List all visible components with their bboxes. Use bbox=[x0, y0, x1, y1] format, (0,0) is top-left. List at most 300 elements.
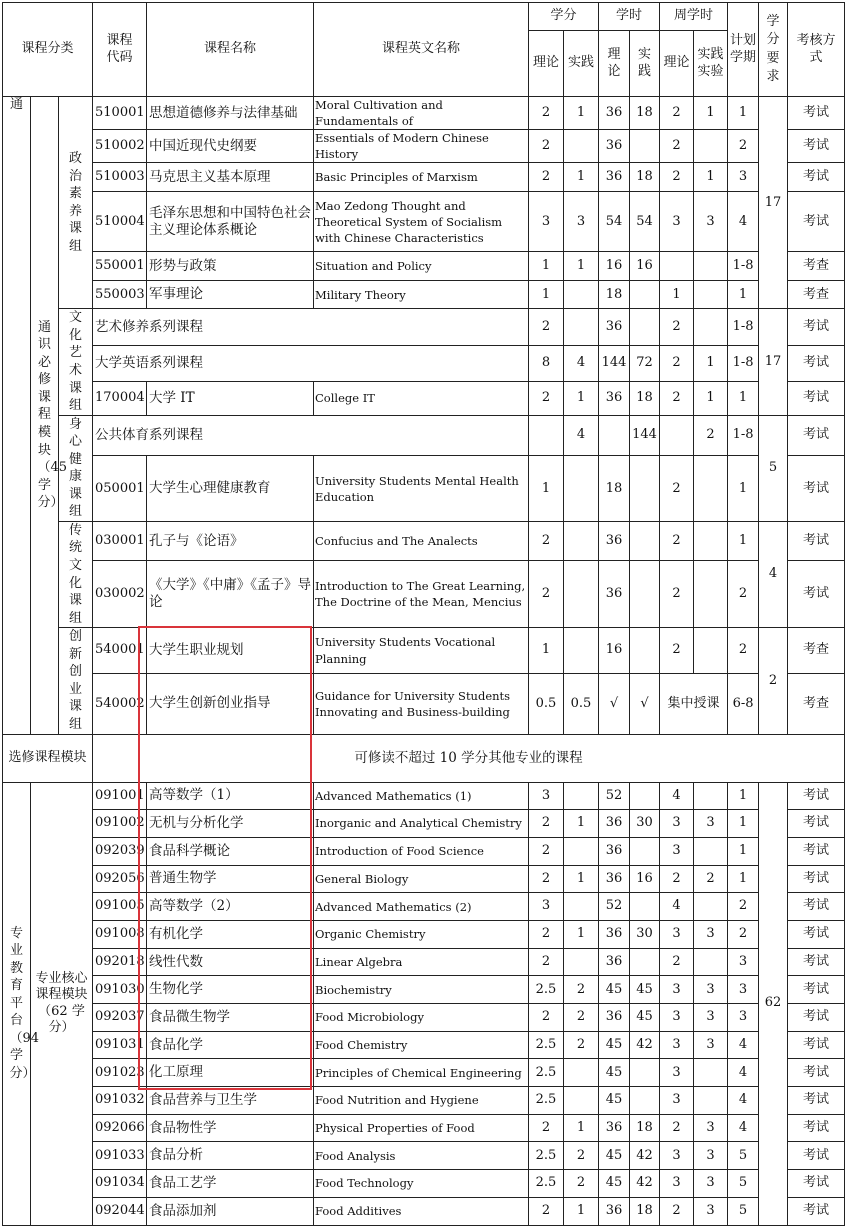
planned-term: 1-8 bbox=[728, 309, 759, 345]
weekly-lab: 1 bbox=[694, 163, 728, 192]
weekly-theory: 3 bbox=[660, 192, 694, 252]
course-en-name: Organic Chemistry bbox=[314, 920, 529, 948]
table-row bbox=[3, 893, 845, 921]
weekly-lab: 2 bbox=[694, 415, 728, 456]
weekly-lab bbox=[694, 456, 728, 522]
credit-theory: 2 bbox=[529, 810, 564, 838]
course-code: 550001 bbox=[93, 252, 147, 281]
hours-practice bbox=[630, 1059, 660, 1087]
course-en-name: General Biology bbox=[314, 865, 529, 893]
weekly-theory: 2 bbox=[660, 97, 694, 130]
credit-practice: 2 bbox=[564, 1142, 599, 1170]
weekly-theory: 2 bbox=[660, 381, 694, 415]
weekly-theory: 1 bbox=[660, 281, 694, 309]
table-row bbox=[3, 810, 845, 838]
weekly-theory: 3 bbox=[660, 976, 694, 1004]
credit-practice: 1 bbox=[564, 163, 599, 192]
header-hours-theory-text: 理论 bbox=[607, 47, 621, 79]
credit-theory: 2 bbox=[529, 309, 564, 345]
assessment: 考试 bbox=[788, 810, 845, 838]
course-en-name: Advanced Mathematics (1) bbox=[314, 782, 529, 810]
header-term-text: 计划学期 bbox=[730, 33, 757, 65]
weekly-lab: 3 bbox=[694, 1114, 728, 1142]
credit-theory: 2 bbox=[529, 97, 564, 130]
course-en-name: Food Chemistry bbox=[314, 1031, 529, 1059]
course-name: 大学生创新创业指导 bbox=[147, 673, 314, 734]
weekly-lab bbox=[694, 561, 728, 628]
hours-practice bbox=[630, 561, 660, 628]
table-row bbox=[3, 163, 845, 192]
course-name: 食品营养与卫生学 bbox=[147, 1087, 314, 1115]
group-tradition bbox=[59, 521, 93, 627]
course-name: 马克思主义基本原理 bbox=[147, 163, 314, 192]
weekly-theory: 2 bbox=[660, 865, 694, 893]
hours-theory: 52 bbox=[599, 782, 630, 810]
planned-term: 1 bbox=[728, 782, 759, 810]
weekly-lab bbox=[694, 130, 728, 163]
weekly-theory: 3 bbox=[660, 1142, 694, 1170]
hours-theory: 36 bbox=[599, 97, 630, 130]
hours-theory: 36 bbox=[599, 810, 630, 838]
planned-term: 6-8 bbox=[728, 673, 759, 734]
table-row bbox=[3, 381, 845, 415]
group-tong: 通 bbox=[3, 97, 31, 735]
table-row bbox=[3, 1114, 845, 1142]
hours-theory: 36 bbox=[599, 130, 630, 163]
course-code: 092018 bbox=[93, 948, 147, 976]
group-politics-text: 政治素养课组 bbox=[68, 151, 82, 254]
weekly-theory: 2 bbox=[660, 130, 694, 163]
table-row bbox=[3, 920, 845, 948]
header-hours-practice bbox=[630, 31, 660, 97]
table-row bbox=[3, 309, 845, 345]
hours-theory: 16 bbox=[599, 252, 630, 281]
weekly-lab bbox=[694, 893, 728, 921]
course-name: 孔子与《论语》 bbox=[147, 521, 314, 560]
group-culture-art-text: 文化艺术课组 bbox=[68, 310, 82, 414]
hours-theory: 36 bbox=[599, 1114, 630, 1142]
credit-theory: 0.5 bbox=[529, 673, 564, 734]
header-credit-practice: 实践 bbox=[564, 31, 599, 97]
weekly-lab: 3 bbox=[694, 1031, 728, 1059]
course-en-name: Guidance for University Students Innovating and Business-building bbox=[314, 673, 529, 734]
assessment: 考查 bbox=[788, 673, 845, 734]
weekly-lab: 3 bbox=[694, 1197, 728, 1225]
table-row bbox=[3, 130, 845, 163]
credit-theory: 2.5 bbox=[529, 1142, 564, 1170]
table-row bbox=[3, 456, 845, 522]
weekly-note: 集中授课 bbox=[660, 673, 728, 734]
course-name: 中国近现代史纲要 bbox=[147, 130, 314, 163]
credit-practice: 1 bbox=[564, 810, 599, 838]
credit-practice: 1 bbox=[564, 381, 599, 415]
hours-practice: 18 bbox=[630, 381, 660, 415]
table-row bbox=[3, 976, 845, 1004]
credit-practice: 1 bbox=[564, 920, 599, 948]
hours-theory: 54 bbox=[599, 192, 630, 252]
credit-theory: 2 bbox=[529, 865, 564, 893]
header-req-text: 学分要求 bbox=[766, 14, 780, 84]
planned-term: 2 bbox=[728, 920, 759, 948]
weekly-lab bbox=[694, 252, 728, 281]
course-code: 050001 bbox=[93, 456, 147, 522]
planned-term: 1-8 bbox=[728, 345, 759, 381]
table-row bbox=[3, 281, 845, 309]
table-row bbox=[3, 628, 845, 674]
table-row bbox=[3, 865, 845, 893]
course-code: 510003 bbox=[93, 163, 147, 192]
course-name: 食品添加剂 bbox=[147, 1197, 314, 1225]
hours-practice bbox=[630, 456, 660, 522]
planned-term: 1 bbox=[728, 865, 759, 893]
course-en-name: Situation and Policy bbox=[314, 252, 529, 281]
hours-practice bbox=[630, 893, 660, 921]
hours-practice: 144 bbox=[630, 415, 660, 456]
hours-practice bbox=[630, 521, 660, 560]
header-hours: 学时 bbox=[599, 3, 660, 31]
credit-practice: 4 bbox=[564, 415, 599, 456]
assessment: 考试 bbox=[788, 456, 845, 522]
credit-theory bbox=[529, 415, 564, 456]
planned-term: 2 bbox=[728, 130, 759, 163]
course-en-name: Inorganic and Analytical Chemistry bbox=[314, 810, 529, 838]
credit-practice: 2 bbox=[564, 1004, 599, 1032]
weekly-lab bbox=[694, 837, 728, 865]
credit-requirement: 5 bbox=[759, 415, 788, 521]
credit-practice bbox=[564, 837, 599, 865]
assessment: 考试 bbox=[788, 865, 845, 893]
hours-practice bbox=[630, 1087, 660, 1115]
planned-term: 4 bbox=[728, 1087, 759, 1115]
course-en-name: University Students Mental Health Education bbox=[314, 456, 529, 522]
table-row bbox=[3, 415, 845, 456]
course-name: 化工原理 bbox=[147, 1059, 314, 1087]
table-row bbox=[3, 521, 845, 560]
planned-term: 1 bbox=[728, 456, 759, 522]
course-code: 550003 bbox=[93, 281, 147, 309]
credit-theory: 2 bbox=[529, 920, 564, 948]
credit-theory: 2.5 bbox=[529, 1087, 564, 1115]
hours-theory: 36 bbox=[599, 163, 630, 192]
assessment: 考试 bbox=[788, 1170, 845, 1198]
weekly-theory: 3 bbox=[660, 810, 694, 838]
credit-theory: 2.5 bbox=[529, 1170, 564, 1198]
weekly-theory: 2 bbox=[660, 1114, 694, 1142]
course-code: 510001 bbox=[93, 97, 147, 130]
header-code bbox=[93, 3, 147, 97]
credit-practice bbox=[564, 561, 599, 628]
table-row bbox=[3, 252, 845, 281]
credit-theory: 8 bbox=[529, 345, 564, 381]
weekly-lab: 3 bbox=[694, 192, 728, 252]
credit-practice: 1 bbox=[564, 1197, 599, 1225]
course-name: 食品微生物学 bbox=[147, 1004, 314, 1032]
credit-requirement: 62 bbox=[759, 782, 788, 1225]
weekly-lab: 3 bbox=[694, 976, 728, 1004]
course-name: 高等数学（1） bbox=[147, 782, 314, 810]
assessment: 考试 bbox=[788, 192, 845, 252]
credit-practice bbox=[564, 893, 599, 921]
weekly-lab: 3 bbox=[694, 920, 728, 948]
course-en-name: Basic Principles of Marxism bbox=[314, 163, 529, 192]
planned-term: 2 bbox=[728, 561, 759, 628]
group-core-module-line: 专业核心 bbox=[35, 971, 88, 986]
elective-row bbox=[3, 734, 845, 782]
header-weekly-lab bbox=[694, 31, 728, 97]
weekly-theory: 4 bbox=[660, 893, 694, 921]
group-innovation bbox=[59, 628, 93, 734]
weekly-theory: 2 bbox=[660, 309, 694, 345]
course-code: 091030 bbox=[93, 976, 147, 1004]
course-code: 092044 bbox=[93, 1197, 147, 1225]
hours-practice: 18 bbox=[630, 163, 660, 192]
course-en-name: Introduction to The Great Learning, The Doctrine of the Mean, Mencius bbox=[314, 561, 529, 628]
course-code: 091008 bbox=[93, 920, 147, 948]
weekly-lab: 2 bbox=[694, 865, 728, 893]
planned-term: 3 bbox=[728, 163, 759, 192]
assessment: 考试 bbox=[788, 948, 845, 976]
weekly-theory: 4 bbox=[660, 782, 694, 810]
course-name: 《大学》《中庸》《孟子》导论 bbox=[147, 561, 314, 628]
credit-practice: 3 bbox=[564, 192, 599, 252]
hours-theory: 16 bbox=[599, 628, 630, 674]
group-politics bbox=[59, 97, 93, 309]
hours-practice: 45 bbox=[630, 976, 660, 1004]
credit-theory: 1 bbox=[529, 456, 564, 522]
credit-requirement: 17 bbox=[759, 97, 788, 309]
header-category: 课程分类 bbox=[3, 3, 93, 97]
course-code: 091032 bbox=[93, 1087, 147, 1115]
assessment: 考试 bbox=[788, 309, 845, 345]
group-core-module bbox=[31, 782, 93, 1225]
hours-theory: 36 bbox=[599, 309, 630, 345]
group-pro-platform bbox=[3, 782, 40, 1225]
table-row bbox=[3, 948, 845, 976]
table-row bbox=[3, 1004, 845, 1032]
credit-practice bbox=[564, 281, 599, 309]
hours-practice: 54 bbox=[630, 192, 660, 252]
credit-theory: 2 bbox=[529, 130, 564, 163]
hours-theory: 36 bbox=[599, 865, 630, 893]
header-weekly-theory: 理论 bbox=[660, 31, 694, 97]
course-en-name: Confucius and The Analects bbox=[314, 521, 529, 560]
table-row bbox=[3, 561, 845, 628]
hours-practice: 42 bbox=[630, 1031, 660, 1059]
assessment: 考查 bbox=[788, 252, 845, 281]
credit-theory: 2 bbox=[529, 561, 564, 628]
credit-theory: 3 bbox=[529, 782, 564, 810]
header-assess-text: 考核方式 bbox=[796, 33, 836, 65]
credit-theory: 2 bbox=[529, 948, 564, 976]
hours-theory: 52 bbox=[599, 893, 630, 921]
course-name: 形势与政策 bbox=[147, 252, 314, 281]
hours-practice bbox=[630, 281, 660, 309]
course-code: 091031 bbox=[93, 1031, 147, 1059]
planned-term: 5 bbox=[728, 1142, 759, 1170]
course-code: 092056 bbox=[93, 865, 147, 893]
credit-practice bbox=[564, 1059, 599, 1087]
course-en-name: Linear Algebra bbox=[314, 948, 529, 976]
hours-theory: 144 bbox=[599, 345, 630, 381]
weekly-theory: 3 bbox=[660, 1031, 694, 1059]
course-code: 170004 bbox=[93, 381, 147, 415]
group-core-module-line: （62 学 bbox=[38, 1003, 85, 1019]
hours-theory: 45 bbox=[599, 1170, 630, 1198]
weekly-lab: 3 bbox=[694, 1142, 728, 1170]
credit-practice bbox=[564, 456, 599, 522]
credit-practice bbox=[564, 521, 599, 560]
weekly-theory: 2 bbox=[660, 948, 694, 976]
weekly-theory: 3 bbox=[660, 920, 694, 948]
hours-practice: 18 bbox=[630, 1197, 660, 1225]
credit-theory: 1 bbox=[529, 628, 564, 674]
assessment: 考试 bbox=[788, 163, 845, 192]
table-row bbox=[3, 1170, 845, 1198]
hours-theory: 36 bbox=[599, 948, 630, 976]
assessment: 考试 bbox=[788, 1087, 845, 1115]
credit-practice: 1 bbox=[564, 865, 599, 893]
credit-requirement: 17 bbox=[759, 309, 788, 415]
hours-theory: 45 bbox=[599, 1142, 630, 1170]
header-credit-theory: 理论 bbox=[529, 31, 564, 97]
credit-theory: 1 bbox=[529, 281, 564, 309]
weekly-lab: 3 bbox=[694, 810, 728, 838]
course-en-name: Introduction of Food Science bbox=[314, 837, 529, 865]
credit-theory: 2 bbox=[529, 521, 564, 560]
course-code: 092037 bbox=[93, 1004, 147, 1032]
course-name: 无机与分析化学 bbox=[147, 810, 314, 838]
course-name: 普通生物学 bbox=[147, 865, 314, 893]
hours-practice bbox=[630, 948, 660, 976]
planned-term: 1 bbox=[728, 521, 759, 560]
hours-theory: 45 bbox=[599, 1087, 630, 1115]
course-code: 091001 bbox=[93, 782, 147, 810]
table-row bbox=[3, 1197, 845, 1225]
planned-term: 4 bbox=[728, 1114, 759, 1142]
planned-term: 1-8 bbox=[728, 252, 759, 281]
header-hours-practice-text: 实践 bbox=[638, 47, 652, 79]
credit-theory: 2.5 bbox=[529, 1031, 564, 1059]
credit-practice: 2 bbox=[564, 1170, 599, 1198]
assessment: 考试 bbox=[788, 521, 845, 560]
hours-theory bbox=[599, 415, 630, 456]
hours-practice bbox=[630, 309, 660, 345]
hours-theory: 18 bbox=[599, 456, 630, 522]
course-name: 公共体育系列课程 bbox=[93, 415, 529, 456]
course-name: 食品工艺学 bbox=[147, 1170, 314, 1198]
table-row bbox=[3, 1031, 845, 1059]
hours-practice: 42 bbox=[630, 1142, 660, 1170]
hours-theory: 36 bbox=[599, 381, 630, 415]
assessment: 考试 bbox=[788, 1197, 845, 1225]
assessment: 考试 bbox=[788, 561, 845, 628]
group-tongshi-module bbox=[31, 97, 68, 735]
course-en-name: Food Analysis bbox=[314, 1142, 529, 1170]
planned-term: 4 bbox=[728, 1059, 759, 1087]
hours-theory: 36 bbox=[599, 521, 630, 560]
credit-practice bbox=[564, 309, 599, 345]
table-row bbox=[3, 1087, 845, 1115]
weekly-theory: 2 bbox=[660, 628, 694, 674]
course-en-name: Principles of Chemical Engineering bbox=[314, 1059, 529, 1087]
weekly-theory: 2 bbox=[660, 345, 694, 381]
assessment: 考试 bbox=[788, 1142, 845, 1170]
planned-term: 3 bbox=[728, 948, 759, 976]
weekly-lab bbox=[694, 1087, 728, 1115]
hours-practice: 30 bbox=[630, 920, 660, 948]
assessment: 考试 bbox=[788, 345, 845, 381]
weekly-theory: 2 bbox=[660, 163, 694, 192]
course-code: 091034 bbox=[93, 1170, 147, 1198]
course-en-name: University Students Vocational Planning bbox=[314, 628, 529, 674]
credit-practice bbox=[564, 628, 599, 674]
course-name: 食品物性学 bbox=[147, 1114, 314, 1142]
course-name: 生物化学 bbox=[147, 976, 314, 1004]
assessment: 考试 bbox=[788, 1059, 845, 1087]
table-row bbox=[3, 192, 845, 252]
hours-practice: 72 bbox=[630, 345, 660, 381]
course-name: 大学生心理健康教育 bbox=[147, 456, 314, 522]
planned-term: 2 bbox=[728, 628, 759, 674]
header-weekly: 周学时 bbox=[660, 3, 728, 31]
weekly-lab: 1 bbox=[694, 97, 728, 130]
course-code: 091005 bbox=[93, 893, 147, 921]
course-name: 高等数学（2） bbox=[147, 893, 314, 921]
group-culture-art bbox=[59, 309, 93, 415]
course-en-name: Biochemistry bbox=[314, 976, 529, 1004]
course-en-name: Advanced Mathematics (2) bbox=[314, 893, 529, 921]
hours-theory: 36 bbox=[599, 1197, 630, 1225]
course-name: 大学英语系列课程 bbox=[93, 345, 529, 381]
credit-practice bbox=[564, 1087, 599, 1115]
course-en-name: Mao Zedong Thought and Theoretical System of Socialism with Chinese Characteristics bbox=[314, 192, 529, 252]
course-en-name: Food Microbiology bbox=[314, 1004, 529, 1032]
credit-theory: 2 bbox=[529, 837, 564, 865]
weekly-lab: 3 bbox=[694, 1004, 728, 1032]
planned-term: 1-8 bbox=[728, 415, 759, 456]
planned-term: 1 bbox=[728, 381, 759, 415]
course-en-name: Food Technology bbox=[314, 1170, 529, 1198]
credit-practice bbox=[564, 782, 599, 810]
hours-practice: 16 bbox=[630, 252, 660, 281]
elective-note: 可修读不超过 10 学分其他专业的课程 bbox=[93, 734, 845, 782]
course-name: 食品分析 bbox=[147, 1142, 314, 1170]
credit-theory: 2 bbox=[529, 163, 564, 192]
table-row bbox=[3, 97, 845, 130]
hours-theory: 36 bbox=[599, 1004, 630, 1032]
credit-theory: 1 bbox=[529, 252, 564, 281]
assessment: 考试 bbox=[788, 1004, 845, 1032]
planned-term: 4 bbox=[728, 1031, 759, 1059]
header-hours-theory bbox=[599, 31, 630, 97]
weekly-lab bbox=[694, 628, 728, 674]
hours-theory: √ bbox=[599, 673, 630, 734]
header-req bbox=[759, 3, 788, 97]
header-credits: 学分 bbox=[529, 3, 599, 31]
course-code: 540001 bbox=[93, 628, 147, 674]
hours-practice bbox=[630, 130, 660, 163]
hours-theory: 45 bbox=[599, 976, 630, 1004]
course-en-name: Food Additives bbox=[314, 1197, 529, 1225]
weekly-theory: 3 bbox=[660, 1004, 694, 1032]
hours-practice: 16 bbox=[630, 865, 660, 893]
hours-practice: 30 bbox=[630, 810, 660, 838]
credit-requirement: 4 bbox=[759, 521, 788, 627]
weekly-lab: 1 bbox=[694, 381, 728, 415]
weekly-theory bbox=[660, 252, 694, 281]
credit-practice: 1 bbox=[564, 1114, 599, 1142]
planned-term: 1 bbox=[728, 97, 759, 130]
